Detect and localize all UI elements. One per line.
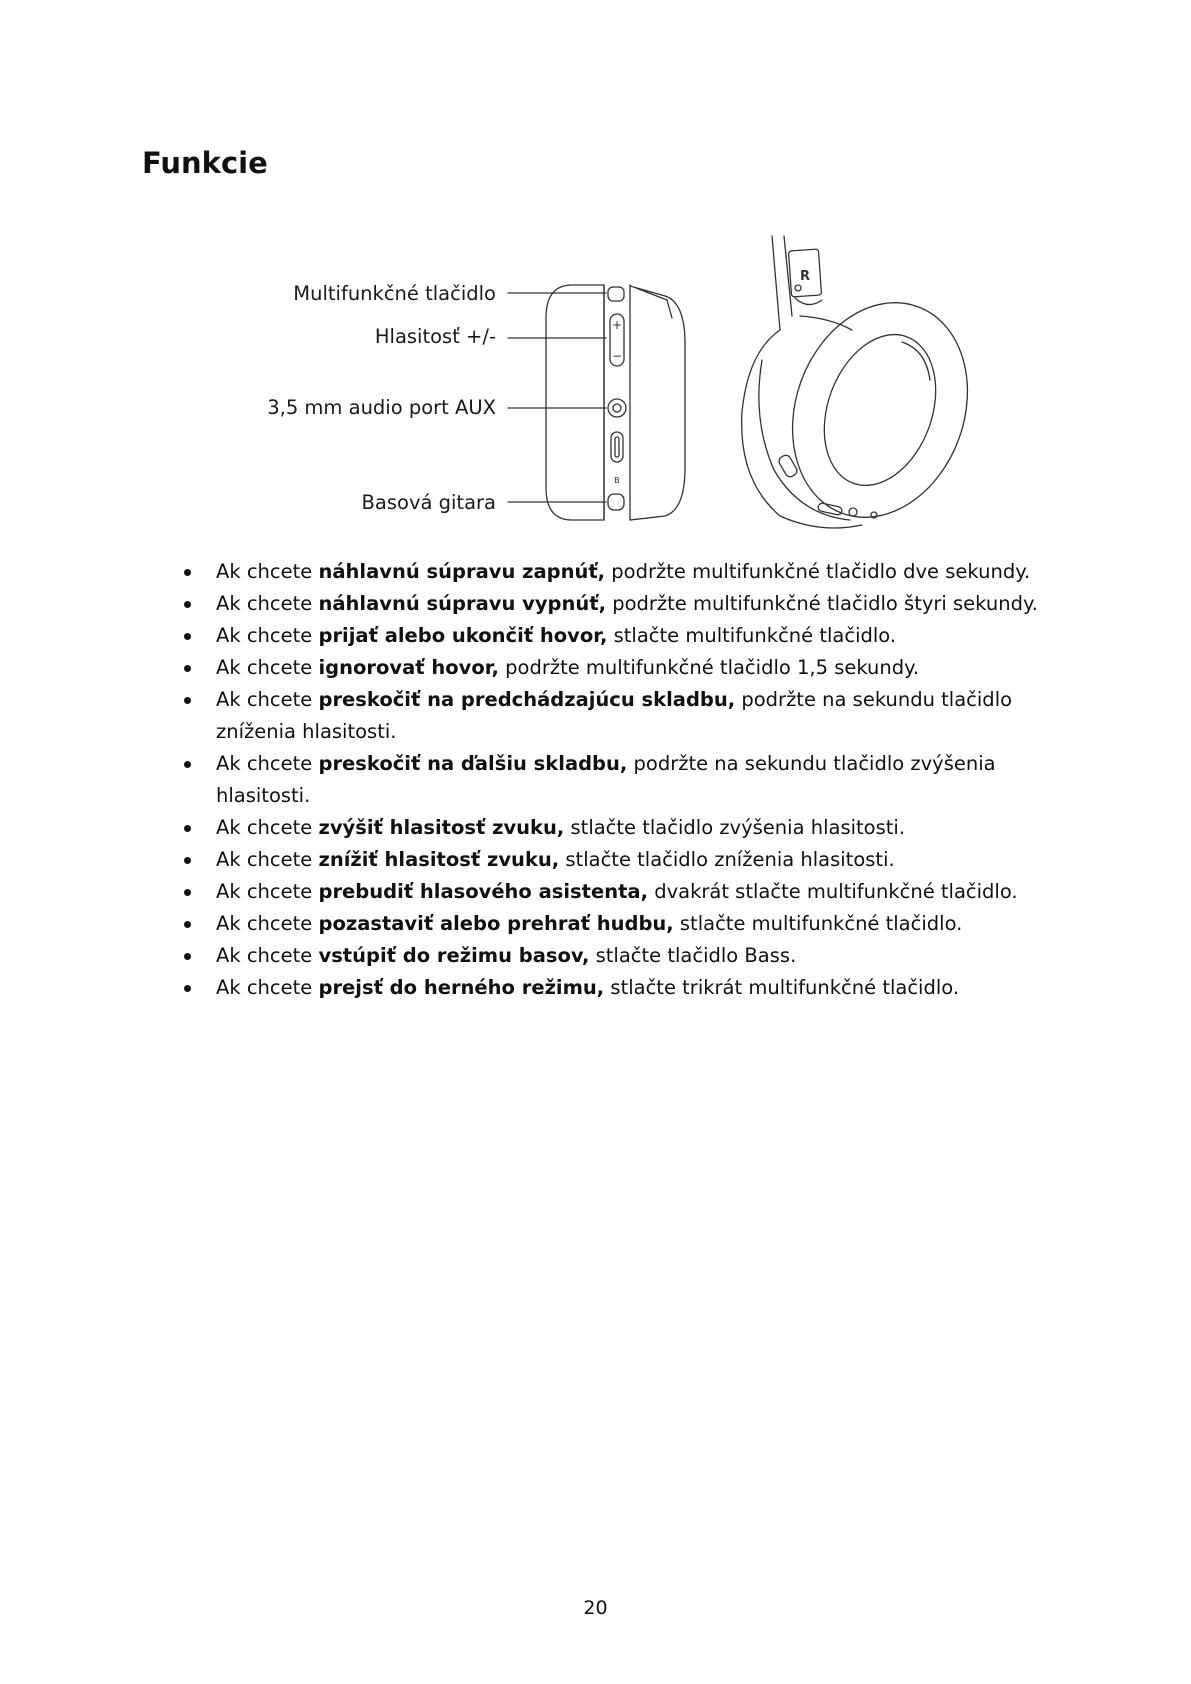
multifunction-button-icon <box>608 287 624 301</box>
list-item: Ak chcete vstúpiť do režimu basov, stlačte tlačidlo Bass. <box>180 940 1060 972</box>
callout-multifunction-button: Multifunkčné tlačidlo <box>293 282 496 305</box>
callout-volume: Hlasitosť +/- <box>374 325 496 348</box>
list-item: Ak chcete znížiť hlasitosť zvuku, stlačte tlačidlo zníženia hlasitosti. <box>180 844 1060 876</box>
ear-cushion <box>763 278 996 542</box>
right-side-mark: R <box>799 269 811 284</box>
list-item: Ak chcete preskočiť na predchádzajúcu skladbu, podržte na sekundu tlačidlo zníženia hlasitosti. <box>180 684 1060 748</box>
headphone-diagram <box>0 0 1191 560</box>
volume-minus-mark: − <box>611 349 623 363</box>
list-item: Ak chcete prejsť do herného režimu, stlačte trikrát multifunkčné tlačidlo. <box>180 972 1060 1004</box>
callout-aux-port: 3,5 mm audio port AUX <box>267 396 496 419</box>
list-item: Ak chcete zvýšiť hlasitosť zvuku, stlačte tlačidlo zvýšenia hlasitosti. <box>180 812 1060 844</box>
headphone-illustration <box>0 0 1191 560</box>
list-item: Ak chcete náhlavnú súpravu vypnúť, podržte multifunkčné tlačidlo štyri sekundy. <box>180 588 1060 620</box>
page-title: Funkcie <box>142 146 268 180</box>
page-number: 20 <box>583 1597 608 1619</box>
bass-button-icon <box>608 494 624 510</box>
aux-port-icon <box>608 399 626 417</box>
volume-plus-mark: + <box>611 318 623 332</box>
functions-list <box>180 556 1060 1004</box>
list-item: Ak chcete ignorovať hovor, podržte multifunkčné tlačidlo 1,5 sekundy. <box>180 652 1060 684</box>
bass-glyph-mark: B <box>614 476 620 485</box>
earcup-angled-view <box>742 236 997 542</box>
list-item: Ak chcete prebudiť hlasového asistenta, dvakrát stlačte multifunkčné tlačidlo. <box>180 876 1060 908</box>
list-item: Ak chcete pozastaviť alebo prehrať hudbu, stlačte multifunkčné tlačidlo. <box>180 908 1060 940</box>
callout-bass-button: Basová gitara <box>361 491 496 514</box>
list-item: Ak chcete prijať alebo ukončiť hovor, stlačte multifunkčné tlačidlo. <box>180 620 1060 652</box>
list-item: Ak chcete preskočiť na ďalšiu skladbu, podržte na sekundu tlačidlo zvýšenia hlasitosti. <box>180 748 1060 812</box>
list-item: Ak chcete náhlavnú súpravu zapnúť, podržte multifunkčné tlačidlo dve sekundy. <box>180 556 1060 588</box>
